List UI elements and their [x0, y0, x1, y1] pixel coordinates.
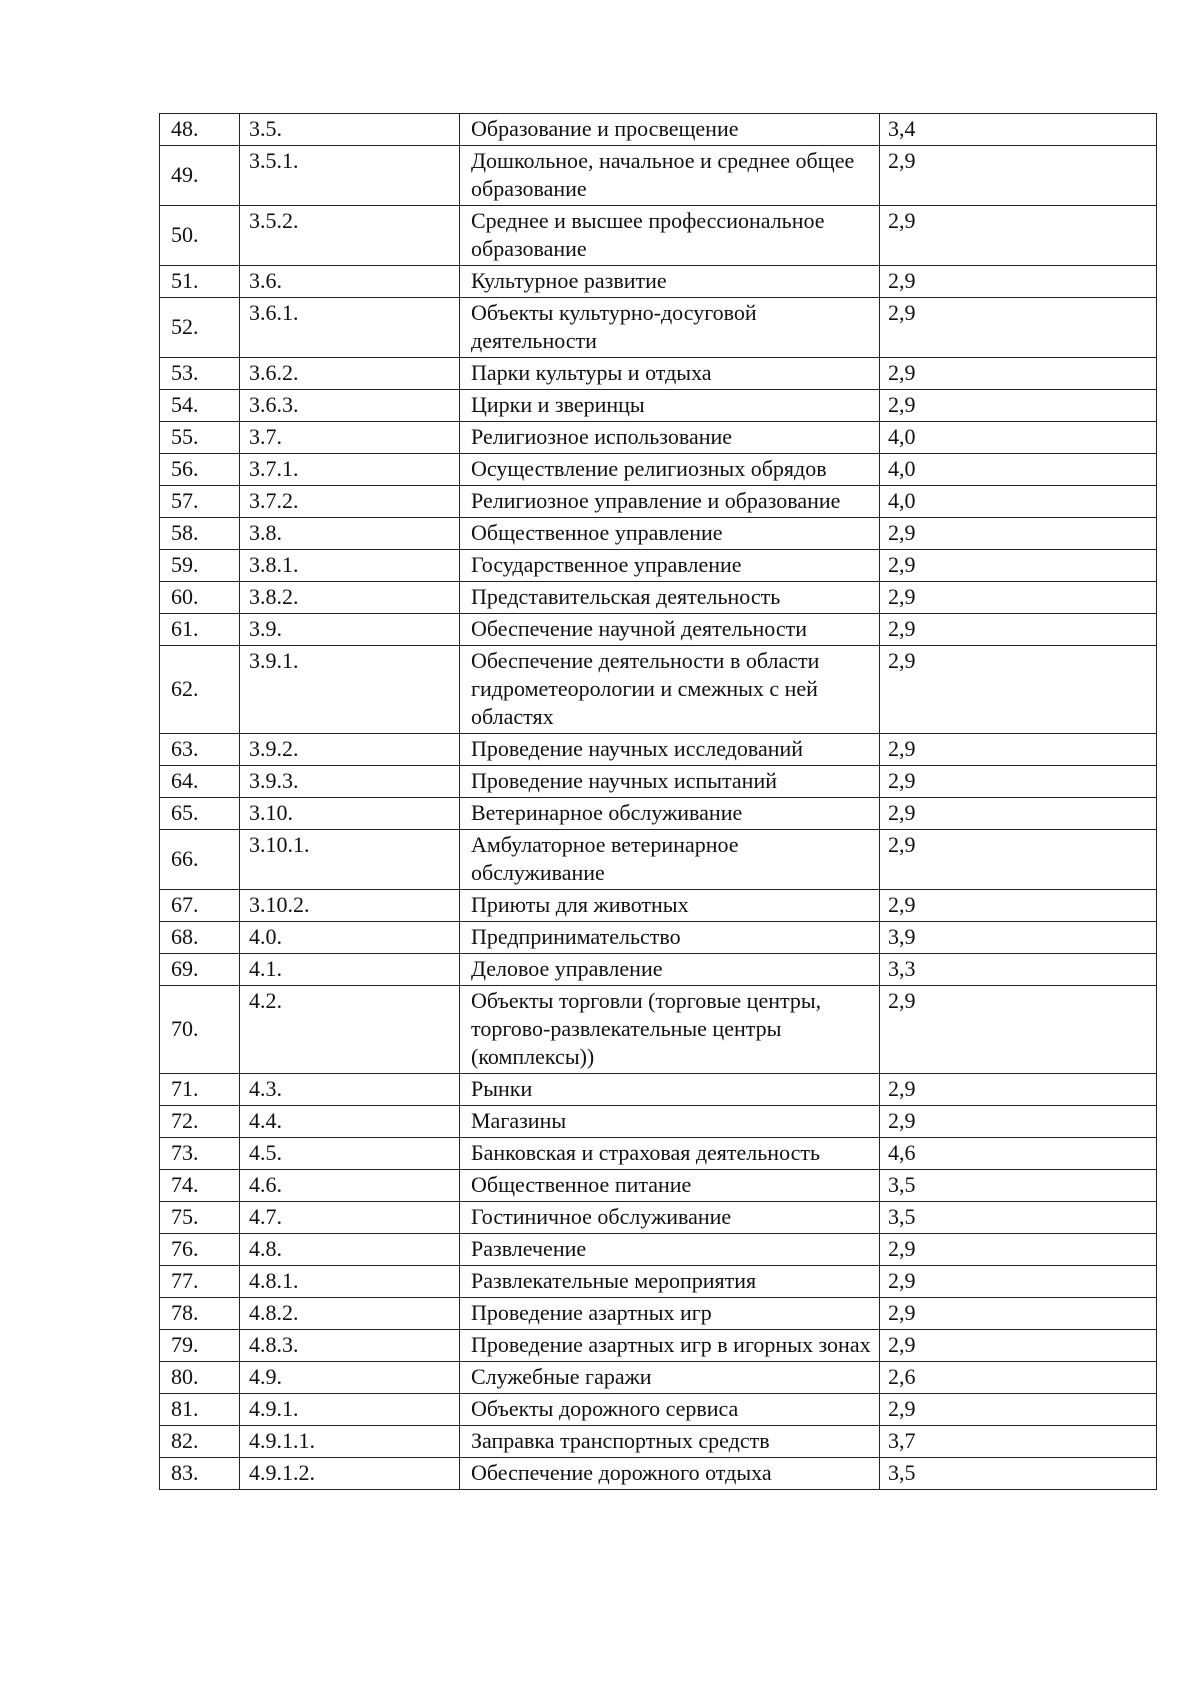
row-number-cell: 50.: [160, 206, 240, 266]
table-row: [160, 582, 1157, 614]
table-row: [160, 358, 1157, 390]
row-code-cell: 3.7.2.: [240, 486, 460, 518]
row-number-cell: 81.: [160, 1394, 240, 1426]
row-value-cell: 2,9: [880, 146, 1157, 206]
row-number-cell: 64.: [160, 766, 240, 798]
row-value-cell: 2,9: [880, 298, 1157, 358]
row-code-cell: 3.5.1.: [240, 146, 460, 206]
row-name-cell: Предпринимательство: [460, 922, 880, 954]
row-value-cell: 4,0: [880, 486, 1157, 518]
row-number-cell: 60.: [160, 582, 240, 614]
table-row: [160, 1394, 1157, 1426]
table-row: [160, 1170, 1157, 1202]
row-code-cell: 3.6.3.: [240, 390, 460, 422]
row-name-cell: Среднее и высшее профессиональное образование: [460, 206, 880, 266]
row-number-cell: 82.: [160, 1426, 240, 1458]
row-code-cell: 4.4.: [240, 1106, 460, 1138]
table-row: [160, 798, 1157, 830]
row-code-cell: 3.6.: [240, 266, 460, 298]
row-number-cell: 57.: [160, 486, 240, 518]
row-name-cell: Деловое управление: [460, 954, 880, 986]
row-name-cell: Проведение научных испытаний: [460, 766, 880, 798]
row-code-cell: 4.2.: [240, 986, 460, 1074]
row-value-cell: 2,6: [880, 1362, 1157, 1394]
table-row: [160, 206, 1157, 266]
row-name-cell: Общественное питание: [460, 1170, 880, 1202]
row-number-cell: 72.: [160, 1106, 240, 1138]
row-code-cell: 4.9.: [240, 1362, 460, 1394]
row-name-cell: Проведение азартных игр: [460, 1298, 880, 1330]
row-name-cell: Общественное управление: [460, 518, 880, 550]
row-name-cell: Развлекательные мероприятия: [460, 1266, 880, 1298]
table-row: [160, 454, 1157, 486]
table-row: [160, 1106, 1157, 1138]
row-name-cell: Приюты для животных: [460, 890, 880, 922]
row-code-cell: 4.8.3.: [240, 1330, 460, 1362]
table-row: [160, 518, 1157, 550]
row-value-cell: 2,9: [880, 614, 1157, 646]
row-code-cell: 4.8.2.: [240, 1298, 460, 1330]
table-row: [160, 1202, 1157, 1234]
table-row: [160, 1074, 1157, 1106]
row-name-cell: Объекты торговли (торговые центры, торгово-развлекательные центры (комплексы)): [460, 986, 880, 1074]
table-row: [160, 1426, 1157, 1458]
table-row: [160, 734, 1157, 766]
row-code-cell: 3.5.: [240, 114, 460, 146]
row-name-cell: Дошкольное, начальное и среднее общее образование: [460, 146, 880, 206]
row-value-cell: 2,9: [880, 582, 1157, 614]
row-value-cell: 2,9: [880, 986, 1157, 1074]
row-name-cell: Обеспечение деятельности в области гидрометеорологии и смежных с ней областях: [460, 646, 880, 734]
row-name-cell: Обеспечение дорожного отдыха: [460, 1458, 880, 1490]
row-name-cell: Объекты культурно-досуговой деятельности: [460, 298, 880, 358]
table-row: [160, 266, 1157, 298]
row-value-cell: 4,0: [880, 422, 1157, 454]
table-row: [160, 1458, 1157, 1490]
table-row: [160, 646, 1157, 734]
row-code-cell: 4.0.: [240, 922, 460, 954]
row-name-cell: Амбулаторное ветеринарное обслуживание: [460, 830, 880, 890]
row-code-cell: 4.9.1.2.: [240, 1458, 460, 1490]
table-row: [160, 486, 1157, 518]
row-code-cell: 3.6.1.: [240, 298, 460, 358]
table-row: [160, 954, 1157, 986]
row-name-cell: Рынки: [460, 1074, 880, 1106]
row-value-cell: 2,9: [880, 358, 1157, 390]
row-number-cell: 68.: [160, 922, 240, 954]
table-row: [160, 1138, 1157, 1170]
row-value-cell: 4,6: [880, 1138, 1157, 1170]
row-number-cell: 48.: [160, 114, 240, 146]
row-value-cell: 2,9: [880, 1330, 1157, 1362]
row-number-cell: 52.: [160, 298, 240, 358]
row-value-cell: 3,4: [880, 114, 1157, 146]
table-row: [160, 922, 1157, 954]
row-value-cell: 2,9: [880, 646, 1157, 734]
row-name-cell: Государственное управление: [460, 550, 880, 582]
row-number-cell: 62.: [160, 646, 240, 734]
table-row: [160, 890, 1157, 922]
row-number-cell: 78.: [160, 1298, 240, 1330]
table-row: [160, 614, 1157, 646]
row-code-cell: 4.5.: [240, 1138, 460, 1170]
row-value-cell: 2,9: [880, 734, 1157, 766]
row-code-cell: 3.8.: [240, 518, 460, 550]
table-row: [160, 830, 1157, 890]
row-value-cell: 3,9: [880, 922, 1157, 954]
row-name-cell: Ветеринарное обслуживание: [460, 798, 880, 830]
row-value-cell: 2,9: [880, 1074, 1157, 1106]
row-value-cell: 3,5: [880, 1202, 1157, 1234]
row-code-cell: 3.7.: [240, 422, 460, 454]
row-value-cell: 2,9: [880, 266, 1157, 298]
row-name-cell: Парки культуры и отдыха: [460, 358, 880, 390]
row-code-cell: 4.6.: [240, 1170, 460, 1202]
row-name-cell: Развлечение: [460, 1234, 880, 1266]
row-number-cell: 71.: [160, 1074, 240, 1106]
row-value-cell: 2,9: [880, 518, 1157, 550]
row-code-cell: 3.5.2.: [240, 206, 460, 266]
row-value-cell: 3,5: [880, 1170, 1157, 1202]
row-value-cell: 3,5: [880, 1458, 1157, 1490]
row-number-cell: 61.: [160, 614, 240, 646]
row-number-cell: 75.: [160, 1202, 240, 1234]
table-row: [160, 1362, 1157, 1394]
row-code-cell: 3.6.2.: [240, 358, 460, 390]
row-value-cell: 2,9: [880, 798, 1157, 830]
row-code-cell: 3.9.1.: [240, 646, 460, 734]
row-code-cell: 3.10.1.: [240, 830, 460, 890]
row-name-cell: Представительская деятельность: [460, 582, 880, 614]
row-value-cell: 2,9: [880, 390, 1157, 422]
row-number-cell: 67.: [160, 890, 240, 922]
table-row: [160, 114, 1157, 146]
row-number-cell: 80.: [160, 1362, 240, 1394]
table-row: [160, 422, 1157, 454]
row-number-cell: 54.: [160, 390, 240, 422]
row-name-cell: Культурное развитие: [460, 266, 880, 298]
row-number-cell: 65.: [160, 798, 240, 830]
row-number-cell: 83.: [160, 1458, 240, 1490]
row-value-cell: 2,9: [880, 766, 1157, 798]
row-name-cell: Образование и просвещение: [460, 114, 880, 146]
row-number-cell: 56.: [160, 454, 240, 486]
row-number-cell: 69.: [160, 954, 240, 986]
row-name-cell: Магазины: [460, 1106, 880, 1138]
row-name-cell: Религиозное управление и образование: [460, 486, 880, 518]
row-value-cell: 2,9: [880, 1106, 1157, 1138]
row-code-cell: 4.9.1.: [240, 1394, 460, 1426]
row-number-cell: 49.: [160, 146, 240, 206]
table-row: [160, 390, 1157, 422]
row-code-cell: 3.10.2.: [240, 890, 460, 922]
row-code-cell: 3.9.: [240, 614, 460, 646]
row-code-cell: 4.7.: [240, 1202, 460, 1234]
row-name-cell: Обеспечение научной деятельности: [460, 614, 880, 646]
row-number-cell: 55.: [160, 422, 240, 454]
row-name-cell: Объекты дорожного сервиса: [460, 1394, 880, 1426]
row-value-cell: 3,3: [880, 954, 1157, 986]
row-value-cell: 2,9: [880, 830, 1157, 890]
row-code-cell: 3.10.: [240, 798, 460, 830]
table-row: [160, 298, 1157, 358]
row-code-cell: 3.9.2.: [240, 734, 460, 766]
row-code-cell: 4.8.1.: [240, 1266, 460, 1298]
row-value-cell: 2,9: [880, 550, 1157, 582]
row-value-cell: 2,9: [880, 1298, 1157, 1330]
row-number-cell: 58.: [160, 518, 240, 550]
row-name-cell: Осуществление религиозных обрядов: [460, 454, 880, 486]
row-name-cell: Религиозное использование: [460, 422, 880, 454]
land-use-coefficient-table: [159, 113, 1157, 1490]
row-code-cell: 4.1.: [240, 954, 460, 986]
table-row: [160, 1298, 1157, 1330]
row-number-cell: 53.: [160, 358, 240, 390]
row-code-cell: 3.7.1.: [240, 454, 460, 486]
row-name-cell: Служебные гаражи: [460, 1362, 880, 1394]
row-code-cell: 4.9.1.1.: [240, 1426, 460, 1458]
table-body: [160, 114, 1157, 1490]
table-row: [160, 1330, 1157, 1362]
row-name-cell: Гостиничное обслуживание: [460, 1202, 880, 1234]
row-number-cell: 66.: [160, 830, 240, 890]
row-number-cell: 51.: [160, 266, 240, 298]
row-name-cell: Заправка транспортных средств: [460, 1426, 880, 1458]
row-code-cell: 4.3.: [240, 1074, 460, 1106]
row-name-cell: Проведение азартных игр в игорных зонах: [460, 1330, 880, 1362]
row-number-cell: 70.: [160, 986, 240, 1074]
row-number-cell: 74.: [160, 1170, 240, 1202]
row-name-cell: Банковская и страховая деятельность: [460, 1138, 880, 1170]
table-row: [160, 986, 1157, 1074]
row-code-cell: 3.8.1.: [240, 550, 460, 582]
table-row: [160, 1266, 1157, 1298]
row-code-cell: 3.8.2.: [240, 582, 460, 614]
row-code-cell: 4.8.: [240, 1234, 460, 1266]
row-number-cell: 63.: [160, 734, 240, 766]
row-number-cell: 59.: [160, 550, 240, 582]
row-number-cell: 77.: [160, 1266, 240, 1298]
row-number-cell: 76.: [160, 1234, 240, 1266]
row-value-cell: 2,9: [880, 1394, 1157, 1426]
table-row: [160, 1234, 1157, 1266]
row-name-cell: Цирки и зверинцы: [460, 390, 880, 422]
row-number-cell: 73.: [160, 1138, 240, 1170]
row-value-cell: 2,9: [880, 890, 1157, 922]
row-code-cell: 3.9.3.: [240, 766, 460, 798]
row-value-cell: 4,0: [880, 454, 1157, 486]
table-row: [160, 766, 1157, 798]
table-row: [160, 146, 1157, 206]
row-name-cell: Проведение научных исследований: [460, 734, 880, 766]
row-value-cell: 2,9: [880, 1234, 1157, 1266]
row-value-cell: 3,7: [880, 1426, 1157, 1458]
row-number-cell: 79.: [160, 1330, 240, 1362]
table-row: [160, 550, 1157, 582]
row-value-cell: 2,9: [880, 1266, 1157, 1298]
row-value-cell: 2,9: [880, 206, 1157, 266]
